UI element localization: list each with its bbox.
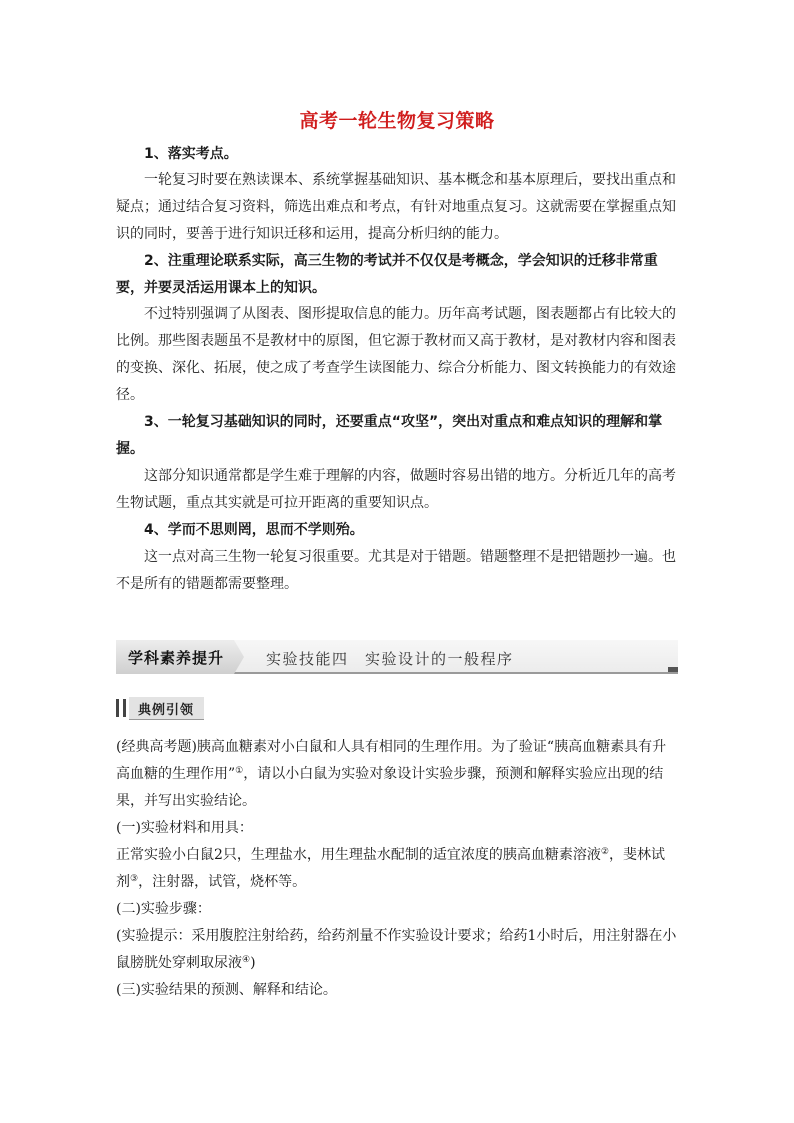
materials-text-b: ，斐林试剂 [116, 847, 665, 890]
point-1-body: 一轮复习时要在熟读课本、系统掌握基础知识、基本概念和基本原理后，要找出重点和疑点；通过结合复习资料，筛选出难点和考点，有针对地重点复习。这就需要在掌握重点知识的同时，要善于进行知识迁移和运用，提高分析归纳的能力。 [116, 172, 676, 242]
double-bar-icon [116, 699, 126, 717]
page-title: 高考一轮生物复习策略 [299, 110, 495, 132]
section-tab-label: 学科素养提升 [128, 649, 225, 667]
footnote-mark-2: ② [600, 847, 609, 857]
section-header-bar [116, 640, 678, 674]
footnote-mark-1: ① [235, 766, 244, 776]
experiment-hint [116, 923, 678, 977]
point-3-heading: 3、一轮复习基础知识的同时，还要重点“攻坚”，突出对重点和难点知识的理解和掌握。 [116, 414, 663, 457]
point-1-heading: 1、落实考点。 [144, 146, 238, 162]
footnote-mark-4: ④ [242, 955, 251, 965]
materials-text-a: 正常实验小白鼠2只，生理盐水，用生理盐水配制的适宜浓度的胰高血糖素溶液 [116, 847, 601, 863]
question-intro-text-a: (经典高考题)胰高血糖素对小白鼠和人具有相同的生理作用。为了验证“胰高血糖素具有升高血糖的生理作用” [116, 739, 667, 782]
point-4-heading: 4、学而不思则罔，思而不学则殆。 [144, 522, 364, 538]
hint-text-b: ) [250, 955, 256, 971]
part-2-heading: (二)实验步骤： [116, 901, 211, 917]
materials-text-c: ，注射器，试管，烧杯等。 [138, 874, 307, 890]
point-3-body: 这部分知识通常都是学生难于理解的内容，做题时容易出错的地方。分析近几年的高考生物试题，重点其实就是可拉开距离的重要知识点。 [116, 468, 676, 511]
materials-list [116, 842, 678, 896]
part-1-heading: (一)实验材料和用具： [116, 820, 253, 836]
point-2-heading: 2、注重理论联系实际，高三生物的考试并不仅仅是考概念，学会知识的迁移非常重要，并要灵活运用课本上的知识。 [116, 253, 658, 296]
question-intro [116, 734, 678, 815]
example-label [116, 697, 204, 719]
example-label-text: 典例引领 [138, 703, 195, 718]
hint-text-a: (实验提示：采用腹腔注射给药，给药剂量不作实验设计要求；给药1小时后，用注射器在小鼠膀胱处穿刺取尿液 [116, 928, 677, 971]
point-2-body: 不过特别强调了从图表、图形提取信息的能力。历年高考试题，图表题都占有比较大的比例。那些图表题虽不是教材中的原图，但它源于教材而又高于教材，是对教材内容和图表的变换、深化、拓展，使之成了考查学生读图能力、综合分析能力、图文转换能力的有效途径。 [116, 306, 676, 403]
footnote-mark-3: ③ [130, 874, 139, 884]
part-3-heading: (三)实验结果的预测、解释和结论。 [116, 982, 337, 998]
point-4-body: 这一点对高三生物一轮复习很重要。尤其是对于错题。错题整理不是把错题抄一遍。也不是所有的错题都需要整理。 [116, 549, 676, 592]
section-title: 实验技能四 实验设计的一般程序 [266, 650, 514, 668]
section-corner-mark [668, 667, 678, 672]
question-intro-text-b: ，请以小白鼠为实验对象设计实验步骤，预测和解释实验应出现的结果，并写出实验结论。 [116, 766, 664, 809]
